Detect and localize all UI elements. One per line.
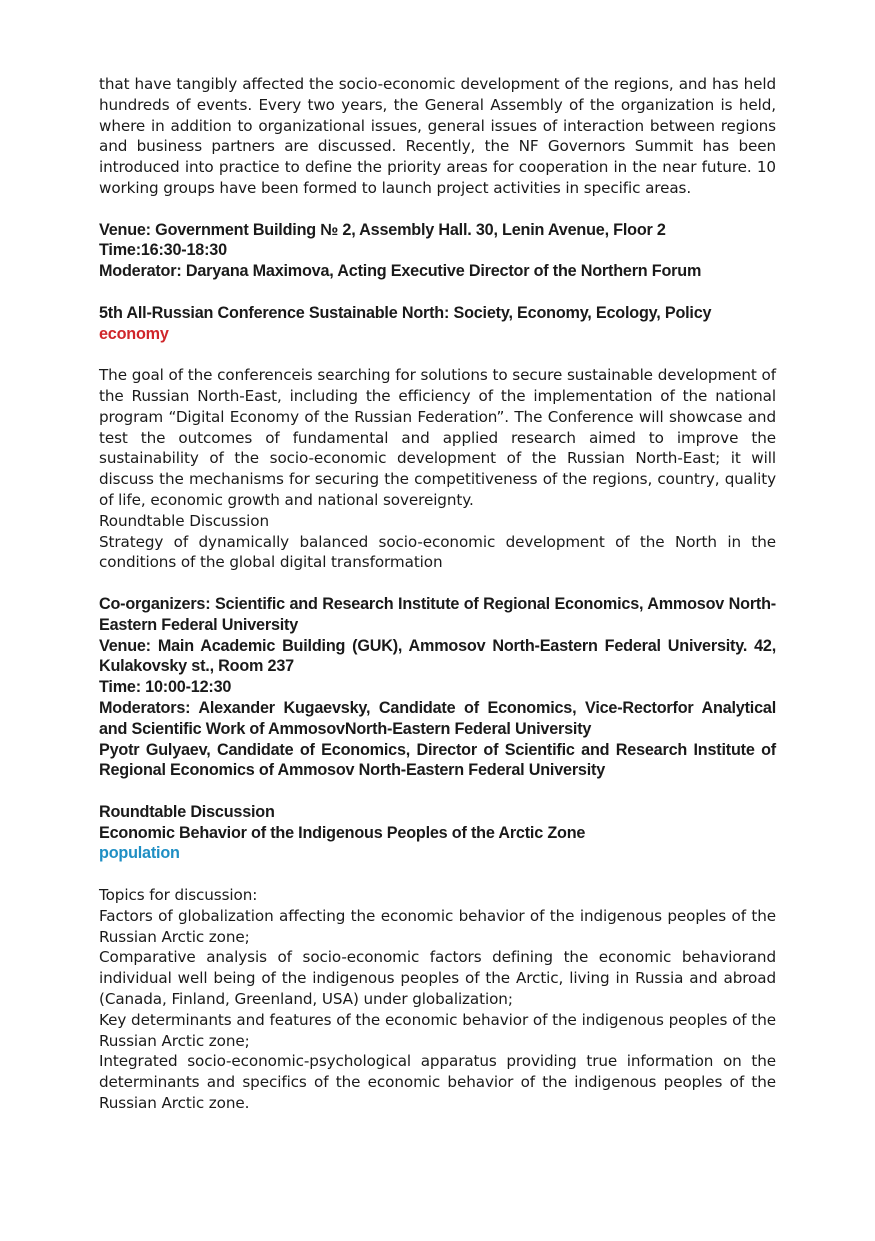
intro-paragraph: that have tangibly affected the socio-economic development of the regions, and has held hundreds of events. Every two years, the General Assembly of the organization is held, where in addition to organizational issues, general issues of interaction between regions and business partners are discussed. Recently, the NF Governors Summit has been introduced into practice to define the priority areas for cooperation in the near future. 10 working groups have been formed to launch project activities in specific areas. — [99, 75, 776, 197]
spacer — [99, 864, 776, 885]
topic-item: Comparative analysis of socio-economic factors defining the economic behaviorand individual well being of the indigenous peoples of the Arctic, living in Russia and abroad (Canada, Finland, Greenland, USA) under globalization; — [99, 948, 776, 1009]
conference-moderator-2: Pyotr Gulyaev, Candidate of Economics, Director of Scientific and Research Institute of Regional Economics of Ammosov North-Eastern Federal University — [99, 740, 776, 780]
conference-subtitle: Strategy of dynamically balanced socio-economic development of the North in the conditions of the global digital transformation — [99, 532, 776, 572]
topics-heading: Topics for discussion: — [99, 886, 258, 905]
nf-moderator: Moderator: Daryana Maximova, Acting Executive Director of the Northern Forum — [99, 262, 702, 281]
conference-title: 5th All-Russian Conference Sustainable North: Society, Economy, Ecology, Policy — [99, 303, 712, 322]
spacer — [99, 199, 776, 220]
topic-item: Factors of globalization affecting the economic behavior of the indigenous peoples of the Russian Arctic zone; — [99, 906, 776, 946]
conference-co-organizers: Co-organizers: Scientific and Research Institute of Regional Economics, Ammosov North-Eastern Federal University — [99, 594, 776, 634]
conference-time: Time: 10:00-12:30 — [99, 678, 232, 697]
topic-item: Key determinants and features of the economic behavior of the indigenous peoples of the Russian Arctic zone; — [99, 1010, 776, 1050]
conference-tag: economy — [99, 324, 169, 343]
conference-format: Roundtable Discussion — [99, 511, 270, 530]
spacer — [99, 344, 776, 365]
document-page — [99, 74, 776, 1114]
spacer — [99, 781, 776, 802]
spacer — [99, 282, 776, 303]
conference-description: The goal of the conferenceis searching for solutions to secure sustainable development of the Russian North-East, including the efficiency of the implementation of the national program “Digital Economy of the Russian Federation”. The Conference will showcase and test the outcomes of fundamental and applied research aimed to improve the sustainability of the socio-economic development of the Russian North-East; it will discuss the mechanisms for securing the competitiveness of the regions, country, quality of life, economic growth and national sovereignty. — [99, 366, 776, 509]
roundtable-format: Roundtable Discussion — [99, 802, 275, 821]
spacer — [99, 573, 776, 594]
topic-item: Integrated socio-economic-psychological apparatus providing true information on the determinants and specifics of the economic behavior of the indigenous peoples of the Russian Arctic zone. — [99, 1052, 776, 1113]
nf-venue: Venue: Government Building № 2, Assembly Hall. 30, Lenin Avenue, Floor 2 — [99, 220, 666, 239]
nf-time: Time:16:30-18:30 — [99, 241, 227, 260]
roundtable-title: Economic Behavior of the Indigenous Peoples of the Arctic Zone — [99, 823, 586, 842]
conference-moderators: Moderators: Alexander Kugaevsky, Candidate of Economics, Vice-Rectorfor Analytical and Scientific Work of AmmosovNorth-Eastern Federal University — [99, 698, 776, 738]
roundtable-tag: population — [99, 844, 180, 863]
conference-venue: Venue: Main Academic Building (GUK), Ammosov North-Eastern Federal University. 42, Kulakovsky st., Room 237 — [99, 636, 776, 676]
